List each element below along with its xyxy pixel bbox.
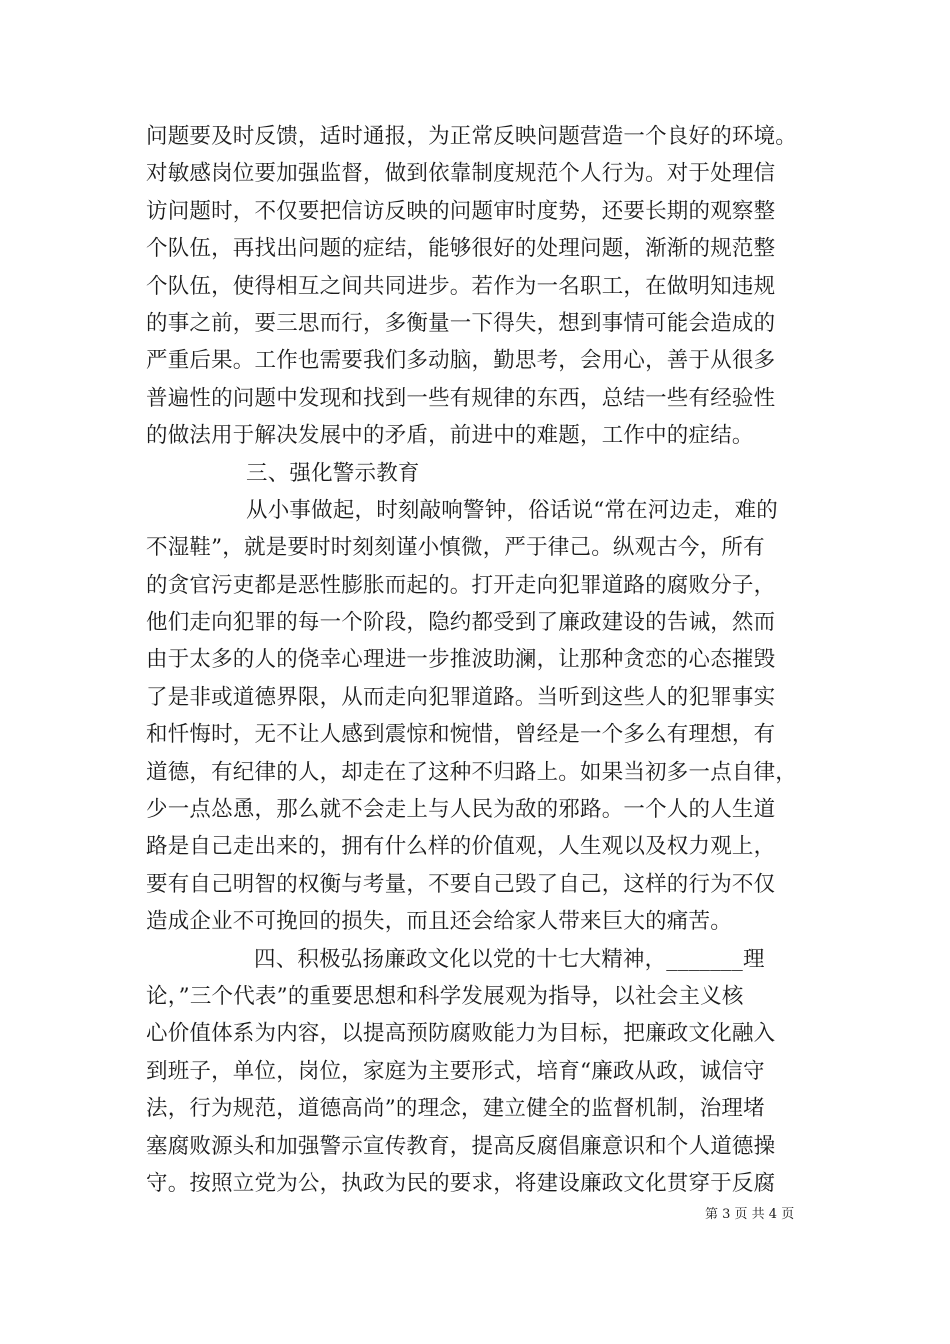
- text-line: 不湿鞋”，就是要时时刻刻谨小慎微，严于律己。纵观古今，所有: [146, 535, 765, 561]
- text-line: 的事之前，要三思而行，多衡量一下得失，想到事情可能会造成的: [146, 310, 776, 336]
- text-line: 了是非或道德界限，从而走向犯罪道路。当听到这些人的犯罪事实: [146, 684, 776, 710]
- text-line: 路是自己走出来的，拥有什么样的价值观，人生观以及权力观上，: [146, 834, 776, 860]
- text-line: 由于太多的人的侥幸心理进一步推波助澜，让那种贪恋的心态摧毁: [146, 647, 776, 673]
- section-heading: 三、强化警示教育: [246, 460, 420, 486]
- text-line: 他们走向犯罪的每一个阶段，隐约都受到了廉政建设的告诫，然而: [146, 610, 776, 636]
- text-line: 访问题时，不仅要把信访反映的问题审时度势，还要长期的观察整: [146, 198, 776, 224]
- text-line: 普遍性的问题中发现和找到一些有规律的东西，总结一些有经验性: [146, 385, 776, 411]
- text-line: 对敏感岗位要加强监督，做到依靠制度规范个人行为。对于处理信: [146, 161, 776, 187]
- text-line: 要有自己明智的权衡与考量，不要自己毁了自己，这样的行为不仅: [146, 871, 776, 897]
- text-line: 和忏悔时，无不让人感到震惊和惋惜，曾经是一个多么有理想，有: [146, 722, 776, 748]
- text-line: 到班子，单位，岗位，家庭为主要形式，培育“廉政从政，诚信守: [146, 1058, 765, 1084]
- text-line: 守。按照立党为公，执政为民的要求，将建设廉政文化贯穿于反腐: [146, 1170, 776, 1196]
- page-number: 第 3 页 共 4 页: [705, 1207, 795, 1222]
- text-line: 心价值体系为内容，以提高预防腐败能力为目标，把廉政文化融入: [146, 1021, 776, 1047]
- text-line: 道德，有纪律的人，却走在了这种不归路上。如果当初多一点自律，: [146, 759, 798, 785]
- text-line: 问题要及时反馈，适时通报，为正常反映问题营造一个良好的环境。: [146, 124, 798, 149]
- text-line: 的贪官污吏都是恶性膨胀而起的。打开走向犯罪道路的腐败分子，: [146, 572, 776, 598]
- text-line: 严重后果。工作也需要我们多动脑，勤思考，会用心，善于从很多: [146, 348, 776, 374]
- text-line: 个队伍，使得相互之间共同进步。若作为一名职工，在做明知违规: [146, 273, 776, 299]
- body-text: [146, 118, 816, 1202]
- text-line: 塞腐败源头和加强警示宣传教育，提高反腐倡廉意识和个人道德操: [146, 1133, 776, 1159]
- text-line: 法，行为规范，道德高尚”的理念，建立健全的监督机制，治理堵: [146, 1096, 765, 1122]
- text-line: 造成企业不可挽回的损失，而且还会给家人带来巨大的痛苦。: [146, 909, 732, 935]
- text-line: 从小事做起，时刻敲响警钟，俗话说“常在河边走，难的: [246, 497, 778, 523]
- text-line: 论，”三个代表”的重要思想和科学发展观为指导，以社会主义核: [146, 983, 744, 1009]
- text-line: 的做法用于解决发展中的矛盾，前进中的难题，工作中的症结。: [146, 423, 754, 449]
- section-heading: 四、积极弘扬廉政文化以党的十七大精神，_______理: [254, 946, 765, 972]
- text-line: 个队伍，再找出问题的症结，能够很好的处理问题，渐渐的规范整: [146, 236, 776, 262]
- text-line: 少一点怂恿，那么就不会走上与人民为敌的邪路。一个人的人生道: [146, 797, 776, 823]
